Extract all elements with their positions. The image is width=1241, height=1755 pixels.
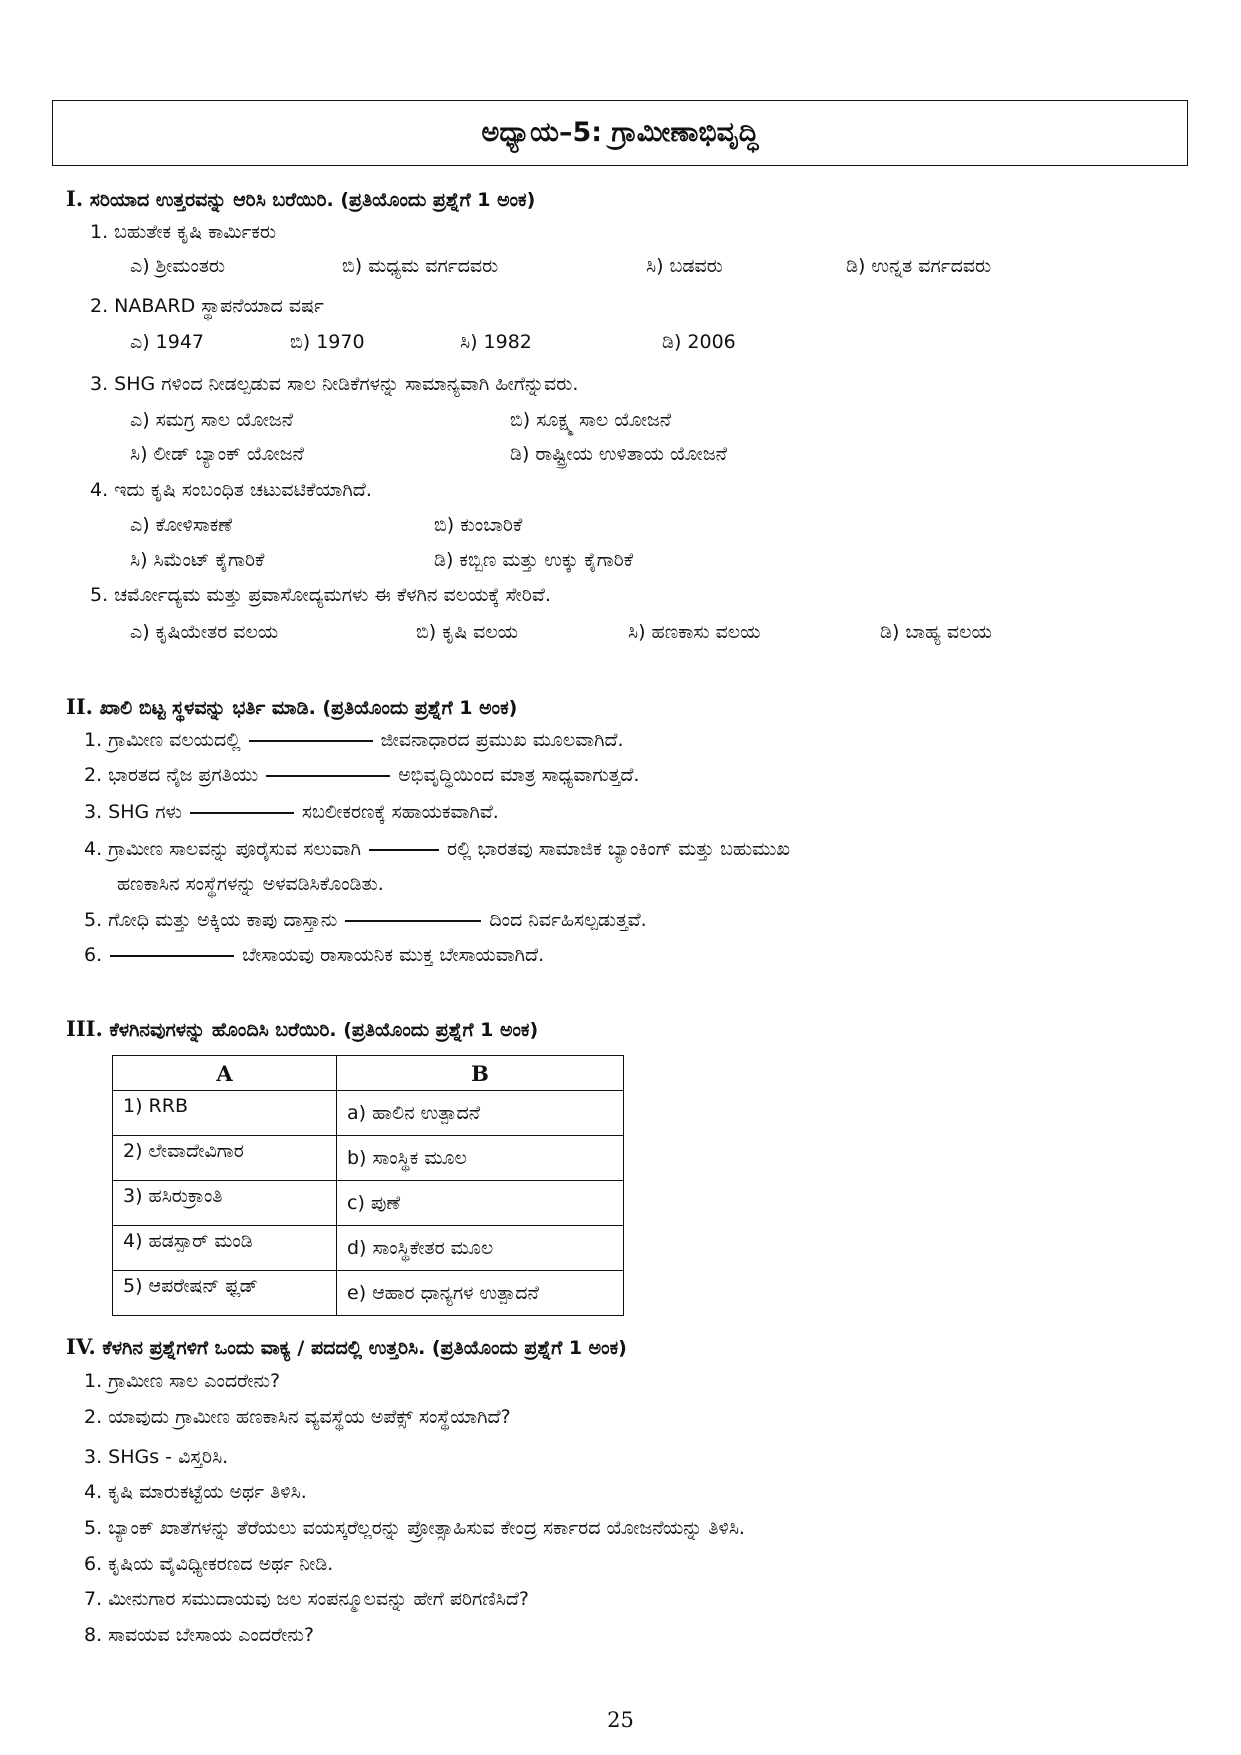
fill-blank-text: ರಲ್ಲಿ ಭಾರತವು ಸಾಮಾಜಿಕ ಬ್ಯಾಂಕಿಂಗ್ ಮತ್ತು ಬಹುಮುಖ bbox=[447, 838, 791, 860]
fill-blank-text: ದಿಂದ ನಿರ್ವಹಿಸಲ್ಪಡುತ್ತವೆ. bbox=[489, 909, 647, 931]
short-answer-question: 4. ಕೃಷಿ ಮಾರುಕಟ್ಟೆಯ ಅರ್ಥ ತಿಳಿಸಿ. bbox=[84, 1481, 307, 1503]
chapter-title: ಅಧ್ಯಾಯ–5: ಗ್ರಾಮೀಣಾಭಿವೃದ್ಧಿ bbox=[52, 100, 1188, 166]
table-row bbox=[113, 1181, 624, 1226]
fill-blank-continuation: ಹಣಕಾಸಿನ ಸಂಸ್ಥೆಗಳನ್ನು ಅಳವಡಿಸಿಕೊಂಡಿತು. bbox=[117, 873, 384, 895]
mcq-option: ಡಿ) 2006 bbox=[662, 331, 736, 353]
section-4-heading bbox=[66, 1334, 627, 1359]
mcq-question: 1. ಬಹುತೇಕ ಕೃಷಿ ಕಾರ್ಮಿಕರು bbox=[90, 221, 276, 243]
mcq-option: ಸಿ) ಸಿಮೆಂಟ್ ಕೈಗಾರಿಕೆ bbox=[130, 549, 265, 571]
match-item-a: 3) ಹಸಿರುಕ್ರಾಂತಿ bbox=[113, 1181, 337, 1226]
page-number: 25 bbox=[607, 1708, 634, 1732]
match-item-b: e) ಆಹಾರ ಧಾನ್ಯಗಳ ಉತ್ಪಾದನೆ bbox=[337, 1271, 624, 1316]
fill-blank-item bbox=[84, 909, 647, 931]
fill-blank-item bbox=[84, 729, 624, 751]
section-3-heading bbox=[66, 1016, 538, 1041]
fill-blank-text: ಸಬಲೀಕರಣಕ್ಕೆ ಸಹಾಯಕವಾಗಿವೆ. bbox=[301, 801, 499, 823]
mcq-option: ಬಿ) ಮಧ್ಯಮ ವರ್ಗದವರು bbox=[342, 255, 499, 277]
fill-blank-item bbox=[84, 838, 790, 860]
section-1-heading bbox=[66, 186, 535, 211]
answer-blank[interactable] bbox=[110, 954, 234, 957]
mcq-option: ಡಿ) ಕಬ್ಬಿಣ ಮತ್ತು ಉಕ್ಕು ಕೈಗಾರಿಕೆ bbox=[434, 549, 634, 571]
mcq-option: ಸಿ) ಹಣಕಾಸು ವಲಯ bbox=[628, 621, 761, 643]
mcq-option: ಎ) ಕೋಳಿಸಾಕಣೆ bbox=[130, 514, 233, 536]
mcq-question: 2. NABARD ಸ್ಥಾಪನೆಯಾದ ವರ್ಷ bbox=[90, 295, 324, 317]
fill-blank-text: 4. ಗ್ರಾಮೀಣ ಸಾಲವನ್ನು ಪೂರೈಸುವ ಸಲುವಾಗಿ bbox=[84, 838, 362, 860]
match-item-b: b) ಸಾಂಸ್ಥಿಕ ಮೂಲ bbox=[337, 1136, 624, 1181]
section-1-number: I. bbox=[66, 186, 84, 211]
mcq-option: ಡಿ) ಉನ್ನತ ವರ್ಗದವರು bbox=[846, 255, 992, 277]
section-2-title: ಖಾಲಿ ಬಿಟ್ಟ ಸ್ಥಳವನ್ನು ಭರ್ತಿ ಮಾಡಿ. (ಪ್ರತಿಯೊಂದು ಪ್ರಶ್ನೆಗೆ 1 ಅಂಕ) bbox=[99, 697, 518, 719]
fill-blank-item bbox=[84, 801, 499, 823]
table-row bbox=[113, 1091, 624, 1136]
short-answer-question: 3. SHGs - ವಿಸ್ತರಿಸಿ. bbox=[84, 1446, 229, 1468]
mcq-option: ಎ) ಸಮಗ್ರ ಸಾಲ ಯೋಜನೆ bbox=[130, 409, 294, 431]
mcq-option: ಡಿ) ಬಾಹ್ಯ ವಲಯ bbox=[880, 621, 992, 643]
answer-blank[interactable] bbox=[249, 739, 373, 742]
fill-blank-item bbox=[84, 764, 639, 786]
fill-blank-text: ಜೀವನಾಧಾರದ ಪ್ರಮುಖ ಮೂಲವಾಗಿದೆ. bbox=[380, 729, 624, 751]
column-b-header: B bbox=[337, 1056, 624, 1091]
match-table bbox=[112, 1055, 624, 1316]
column-a-header: A bbox=[113, 1056, 337, 1091]
match-item-a: 4) ಹಡಸ್ಪಾರ್ ಮಂಡಿ bbox=[113, 1226, 337, 1271]
mcq-option: ಬಿ) ಸೂಕ್ಷ್ಮ ಸಾಲ ಯೋಜನೆ bbox=[510, 409, 672, 431]
mcq-question: 3. SHG ಗಳಿಂದ ನೀಡಲ್ಪಡುವ ಸಾಲ ನೀಡಿಕೆಗಳನ್ನು ಸಾಮಾನ್ಯವಾಗಿ ಹೀಗೆನ್ನುವರು. bbox=[90, 373, 579, 395]
section-2-number: II. bbox=[66, 694, 93, 719]
mcq-option: ಬಿ) 1970 bbox=[290, 331, 365, 353]
short-answer-question: 5. ಬ್ಯಾಂಕ್ ಖಾತೆಗಳನ್ನು ತೆರೆಯಲು ವಯಸ್ಕರೆಲ್ಲರನ್ನು ಪ್ರೋತ್ಸಾಹಿಸುವ ಕೇಂದ್ರ ಸರ್ಕಾರದ ಯೋಜನೆಯನ್ನು ತಿಳಿಸಿ. bbox=[84, 1517, 745, 1539]
answer-blank[interactable] bbox=[266, 774, 390, 777]
match-item-b: a) ಹಾಲಿನ ಉತ್ಪಾದನೆ bbox=[337, 1091, 624, 1136]
match-item-b: d) ಸಾಂಸ್ಥಿಕೇತರ ಮೂಲ bbox=[337, 1226, 624, 1271]
section-1-title: ಸರಿಯಾದ ಉತ್ತರವನ್ನು ಆರಿಸಿ ಬರೆಯಿರಿ. (ಪ್ರತಿಯೊಂದು ಪ್ರಶ್ನೆಗೆ 1 ಅಂಕ) bbox=[89, 189, 536, 211]
mcq-option: ಎ) ಶ್ರೀಮಂತರು bbox=[130, 255, 226, 277]
fill-blank-text: ಬೇಸಾಯವು ರಾಸಾಯನಿಕ ಮುಕ್ತ ಬೇಸಾಯವಾಗಿದೆ. bbox=[242, 944, 545, 966]
mcq-option: ಡಿ) ರಾಷ್ಟ್ರೀಯ ಉಳಿತಾಯ ಯೋಜನೆ bbox=[510, 443, 727, 465]
fill-blank-item bbox=[84, 944, 544, 966]
table-row bbox=[113, 1271, 624, 1316]
answer-blank[interactable] bbox=[190, 811, 294, 814]
mcq-option: ಎ) 1947 bbox=[130, 331, 205, 353]
answer-blank[interactable] bbox=[345, 919, 481, 922]
mcq-option: ಸಿ) ಬಡವರು bbox=[646, 255, 723, 277]
mcq-option: ಸಿ) ಲೀಡ್ ಬ್ಯಾಂಕ್ ಯೋಜನೆ bbox=[130, 443, 304, 465]
section-3-title: ಕೆಳಗಿನವುಗಳನ್ನು ಹೊಂದಿಸಿ ಬರೆಯಿರಿ. (ಪ್ರತಿಯೊಂದು ಪ್ರಶ್ನೆಗೆ 1 ಅಂಕ) bbox=[109, 1019, 539, 1041]
match-table-header bbox=[113, 1056, 624, 1091]
table-row bbox=[113, 1136, 624, 1181]
section-2-heading bbox=[66, 694, 517, 719]
fill-blank-text: 1. ಗ್ರಾಮೀಣ ವಲಯದಲ್ಲಿ bbox=[84, 729, 241, 751]
match-item-a: 1) RRB bbox=[113, 1091, 337, 1136]
short-answer-question: 7. ಮೀನುಗಾರ ಸಮುದಾಯವು ಜಲ ಸಂಪನ್ಮೂಲವನ್ನು ಹೇಗೆ ಪರಿಗಣಿಸಿದೆ? bbox=[84, 1588, 529, 1610]
mcq-question: 4. ಇದು ಕೃಷಿ ಸಂಬಂಧಿತ ಚಟುವಟಿಕೆಯಾಗಿದೆ. bbox=[90, 479, 372, 501]
short-answer-question: 2. ಯಾವುದು ಗ್ರಾಮೀಣ ಹಣಕಾಸಿನ ವ್ಯವಸ್ಥೆಯ ಅಪೆಕ್ಸ್ ಸಂಸ್ಥೆಯಾಗಿದೆ? bbox=[84, 1406, 511, 1428]
match-item-b: c) ಪುಣೆ bbox=[337, 1181, 624, 1226]
mcq-question: 5. ಚರ್ಮೋದ್ಯಮ ಮತ್ತು ಪ್ರವಾಸೋದ್ಯಮಗಳು ಈ ಕೆಳಗಿನ ವಲಯಕ್ಕೆ ಸೇರಿವೆ. bbox=[90, 584, 551, 606]
mcq-option: ಸಿ) 1982 bbox=[460, 331, 532, 353]
fill-blank-text: 2. ಭಾರತದ ನೈಜ ಪ್ರಗತಿಯು bbox=[84, 764, 259, 786]
short-answer-question: 1. ಗ್ರಾಮೀಣ ಸಾಲ ಎಂದರೇನು? bbox=[84, 1370, 281, 1392]
match-item-a: 2) ಲೇವಾದೇವಿಗಾರ bbox=[113, 1136, 337, 1181]
fill-blank-text: 3. SHG ಗಳು bbox=[84, 801, 182, 823]
section-3-number: III. bbox=[66, 1016, 103, 1041]
short-answer-question: 8. ಸಾವಯವ ಬೇಸಾಯ ಎಂದರೇನು? bbox=[84, 1624, 315, 1646]
match-item-a: 5) ಆಪರೇಷನ್ ಫ್ಲಡ್ bbox=[113, 1271, 337, 1316]
mcq-option: ಬಿ) ಕುಂಬಾರಿಕೆ bbox=[434, 514, 523, 536]
section-4-title: ಕೆಳಗಿನ ಪ್ರಶ್ನೆಗಳಿಗೆ ಒಂದು ವಾಕ್ಯ / ಪದದಲ್ಲಿ ಉತ್ತರಿಸಿ. (ಪ್ರತಿಯೊಂದು ಪ್ರಶ್ನೆಗೆ 1 ಅಂಕ) bbox=[102, 1337, 627, 1359]
fill-blank-text: ಅಭಿವೃದ್ಧಿಯಿಂದ ಮಾತ್ರ ಸಾಧ್ಯವಾಗುತ್ತದೆ. bbox=[398, 764, 640, 786]
fill-blank-text: 5. ಗೋಧಿ ಮತ್ತು ಅಕ್ಕಿಯ ಕಾಪು ದಾಸ್ತಾನು bbox=[84, 909, 338, 931]
table-row bbox=[113, 1226, 624, 1271]
section-4-number: IV. bbox=[66, 1334, 96, 1359]
answer-blank[interactable] bbox=[369, 848, 439, 851]
mcq-option: ಎ) ಕೃಷಿಯೇತರ ವಲಯ bbox=[130, 621, 279, 643]
short-answer-question: 6. ಕೃಷಿಯ ವೈವಿಧ್ಯೀಕರಣದ ಅರ್ಥ ನೀಡಿ. bbox=[84, 1553, 334, 1575]
mcq-option: ಬಿ) ಕೃಷಿ ವಲಯ bbox=[416, 621, 519, 643]
fill-blank-text: 6. bbox=[84, 944, 103, 966]
